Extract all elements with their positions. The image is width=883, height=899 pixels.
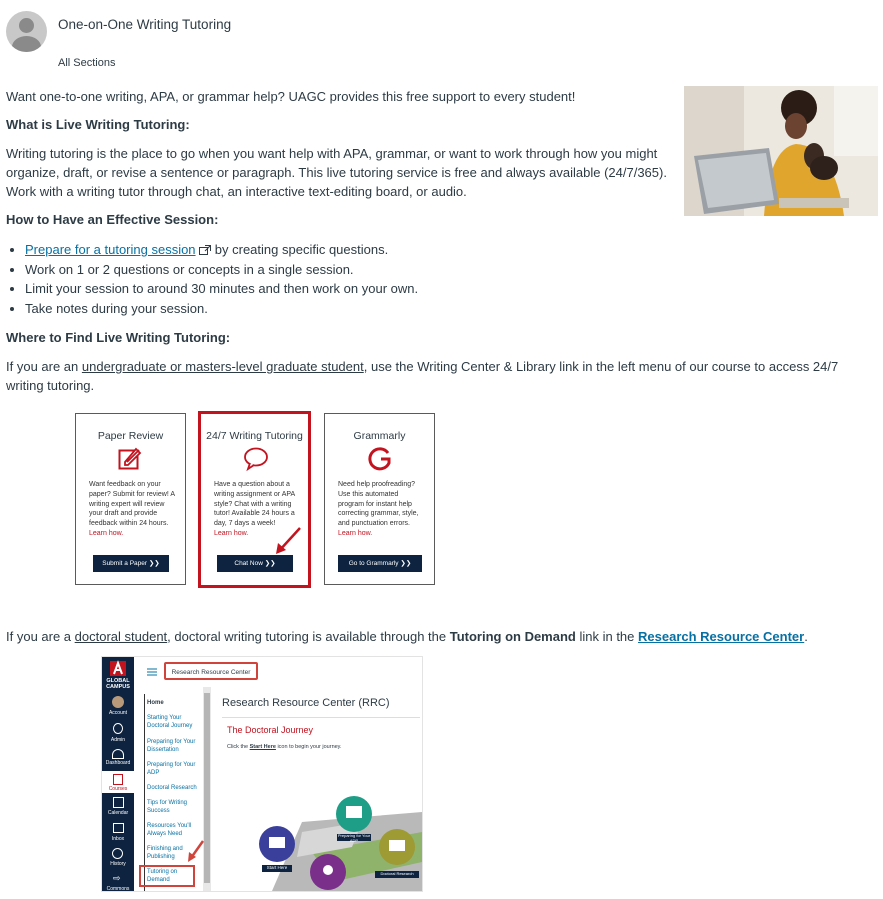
discussion-title: One-on-One Writing Tutoring <box>58 17 232 32</box>
paper-review-card <box>75 413 186 585</box>
list-item-text: by creating specific questions. <box>211 242 389 257</box>
inbox-icon <box>113 823 124 833</box>
list-item <box>25 240 418 260</box>
red-arrow-annotation <box>273 526 303 556</box>
page-title: Research Resource Center (RRC) <box>222 697 390 709</box>
menu-item[interactable]: Finishing and Publishing <box>147 846 183 860</box>
how-to-heading: How to Have an Effective Session: <box>6 212 219 227</box>
nav-dashboard[interactable]: Dashboard <box>105 760 131 766</box>
global-nav <box>102 657 134 891</box>
learn-how-link[interactable]: Learn how. <box>214 529 249 537</box>
nav-commons[interactable]: Commons <box>106 886 130 892</box>
card-desc-text: Want feedback on your paper? Submit for review! A writing expert will review your draft and provide feedback within 24 hours. <box>89 481 175 528</box>
menu-item[interactable]: Starting Your Doctoral Journey <box>147 715 193 729</box>
map-label-adp[interactable]: Preparing for Your ADP <box>337 833 371 843</box>
list-item: • Take notes during your session. <box>25 299 418 319</box>
calendar-icon <box>113 797 124 808</box>
map-label-start-here[interactable]: Start Here <box>266 865 288 870</box>
card-title: Grammarly <box>353 430 406 442</box>
instruction-text <box>227 744 342 750</box>
learn-how-link[interactable]: Learn how. <box>89 529 124 537</box>
text-segment: Click the <box>227 744 250 750</box>
undergrad-paragraph <box>6 357 874 395</box>
tutoring-on-demand-menu-item[interactable]: Tutoring on Demand <box>139 865 195 887</box>
prepare-session-link[interactable]: Prepare for a tutoring session <box>25 242 196 257</box>
intro-text: Want one-to-one writing, APA, or grammar help? UAGC provides this free support to every student! <box>6 89 576 104</box>
edit-icon <box>118 447 142 471</box>
title-divider <box>222 717 420 718</box>
card-title: 24/7 Writing Tutoring <box>206 430 303 442</box>
hamburger-menu-icon[interactable] <box>147 668 157 676</box>
text-segment: , doctoral writing tutoring is available through the <box>167 629 450 644</box>
list-item: • Work on 1 or 2 questions or concepts in a single session. <box>25 260 418 280</box>
menu-item[interactable]: Tips for Writing Success <box>147 800 188 814</box>
menu-item[interactable]: Preparing for Your Dissertation <box>147 739 196 753</box>
external-link-icon <box>199 245 211 255</box>
research-resource-center-link[interactable]: Research Resource Center <box>638 629 805 644</box>
start-here-link[interactable]: Start Here <box>249 744 276 750</box>
dashboard-icon <box>112 749 124 759</box>
red-arrow-annotation <box>186 839 206 863</box>
chat-bubble-icon <box>243 447 269 471</box>
tips-list <box>6 240 418 318</box>
author-avatar[interactable] <box>6 11 47 52</box>
writing-tutoring-card <box>198 411 311 588</box>
submit-paper-button[interactable]: Submit a Paper ❯❯ <box>93 555 169 572</box>
sections-label: All Sections <box>58 57 116 69</box>
commons-icon: ⇨ <box>113 873 121 883</box>
what-is-body: Writing tutoring is the place to go when you want help with APA, grammar, or want to work through how you might organize, draft, or revise a sentence or paragraph. This live tutoring service is free and always available (24/7/365). Work with a writing tutor through chat, an interactive text-editing board, or audio. <box>6 146 667 199</box>
page-subtitle: The Doctoral Journey <box>227 725 314 735</box>
doctoral-paragraph <box>6 627 876 646</box>
menu-item[interactable]: Preparing for Your ADP <box>147 762 196 776</box>
breadcrumb[interactable]: Research Resource Center <box>164 662 258 680</box>
logo-text: GLOBAL CAMPUS <box>106 678 130 690</box>
nav-courses[interactable]: Courses <box>108 786 128 792</box>
grammarly-card <box>324 413 435 585</box>
student-laptop-photo <box>684 86 878 216</box>
list-item: • Limit your session to around 30 minutes and then work on your own. <box>25 279 418 299</box>
tutoring-on-demand-label: Tutoring on Demand <box>449 629 576 644</box>
text-segment: . <box>804 629 808 644</box>
nav-calendar[interactable]: Calendar <box>107 810 129 816</box>
card-desc-text: Need help proofreading? Use this automated program for instant help correcting grammar, style, and punctuation errors. <box>338 481 419 528</box>
nav-admin[interactable]: Admin <box>110 737 126 743</box>
undergrad-link[interactable]: undergraduate or masters-level graduate student <box>81 359 364 374</box>
text-segment: If you are an <box>6 359 82 374</box>
menu-item[interactable]: Resources You'll Always Need <box>147 823 192 837</box>
menu-item-home[interactable]: Home <box>147 700 164 706</box>
nav-account[interactable]: Account <box>108 710 128 716</box>
courses-icon <box>113 774 123 785</box>
rrc-screenshot <box>101 656 423 892</box>
account-avatar[interactable] <box>112 696 124 708</box>
nav-history[interactable]: History <box>110 861 126 867</box>
text-segment: link in the <box>575 629 639 644</box>
history-icon <box>112 848 123 859</box>
chat-now-button[interactable]: Chat Now ❯❯ <box>217 555 293 572</box>
where-heading: Where to Find Live Writing Tutoring: <box>6 330 231 345</box>
go-to-grammarly-button[interactable]: Go to Grammarly ❯❯ <box>338 555 422 572</box>
text-segment: icon to begin your journey. <box>275 744 342 750</box>
menu-item[interactable]: Doctoral Research <box>147 785 197 791</box>
card-title: Paper Review <box>97 430 164 442</box>
nav-inbox[interactable]: Inbox <box>111 836 125 842</box>
card-description <box>89 480 175 539</box>
learn-how-link[interactable]: Learn how. <box>338 529 373 537</box>
doctoral-student-link[interactable]: doctoral student <box>74 629 168 644</box>
card-desc-text: Have a question about a writing assignment or APA style? Chat with a writing tutor! Available 24 hours a day, 7 days a week! <box>214 481 295 528</box>
menu-divider <box>144 694 145 891</box>
doctoral-journey-map <box>242 792 422 891</box>
map-label-doctoral-research[interactable]: Doctoral Research <box>380 871 414 876</box>
admin-icon <box>113 723 123 734</box>
university-logo-icon <box>109 660 127 677</box>
text-segment: , use the Writing Center & Library link in the left menu of our course to access 24/7 writing tutoring. <box>6 359 839 393</box>
text-segment: If you are a <box>6 629 75 644</box>
card-description <box>338 480 424 539</box>
what-is-heading: What is Live Writing Tutoring: <box>6 117 190 132</box>
grammarly-g-icon <box>367 446 393 472</box>
